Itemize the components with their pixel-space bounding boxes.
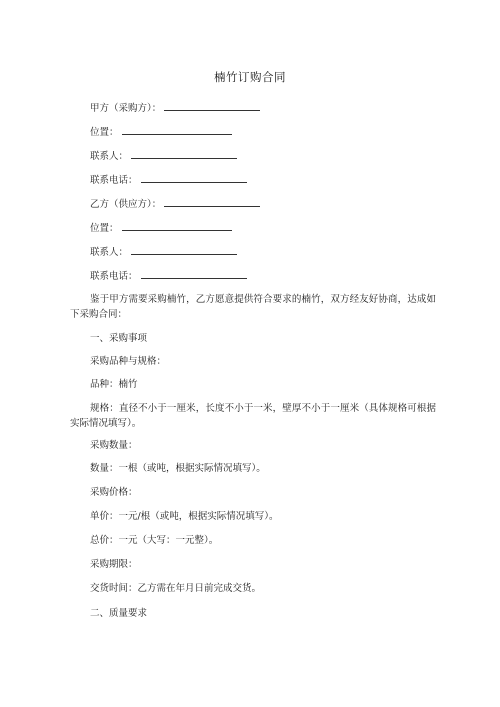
blank-line bbox=[131, 148, 237, 159]
field-label: 位置： bbox=[90, 127, 119, 138]
party-b-contact-field bbox=[90, 244, 237, 260]
period-heading: 采购期限： bbox=[90, 559, 138, 570]
party-a-location-field bbox=[90, 124, 232, 140]
blank-line bbox=[122, 124, 232, 135]
blank-line bbox=[164, 100, 260, 111]
variety-line: 品种：楠竹 bbox=[90, 379, 138, 390]
party-a-field bbox=[90, 100, 260, 116]
field-label: 联系电话： bbox=[90, 271, 138, 282]
delivery-line: 交货时间：乙方需在年月日前完成交货。 bbox=[90, 583, 262, 594]
total-price-line: 总价：一元（大写：一元整）。 bbox=[90, 535, 219, 546]
blank-line bbox=[164, 196, 260, 207]
party-a-contact-field bbox=[90, 148, 237, 164]
quantity-line: 数量：一根（或吨，根据实际情况填写）。 bbox=[90, 463, 266, 474]
party-a-phone-field bbox=[90, 172, 247, 188]
section-heading: 二、质量要求 bbox=[90, 608, 148, 619]
price-heading: 采购价格： bbox=[90, 487, 138, 498]
party-b-location-field bbox=[90, 220, 232, 236]
unit-price-line: 单价：一元/根（或吨，根据实际情况填写）。 bbox=[90, 511, 279, 522]
document-title: 楠竹订购合同 bbox=[214, 70, 286, 84]
intro-paragraph: 鉴于甲方需要采购楠竹，乙方愿意提供符合要求的楠竹，双方经友好协商，达成如下采购合同： bbox=[70, 294, 436, 320]
blank-line bbox=[122, 220, 232, 231]
field-label: 联系人： bbox=[90, 151, 129, 162]
field-label: 乙方（供应方）： bbox=[90, 199, 162, 210]
party-b-field bbox=[90, 196, 260, 212]
blank-line bbox=[141, 268, 247, 279]
field-label: 甲方（采购方）： bbox=[90, 103, 162, 114]
field-label: 位置： bbox=[90, 223, 119, 234]
party-b-phone-field bbox=[90, 268, 247, 284]
spec-heading: 采购品种与规格： bbox=[90, 356, 167, 367]
spec-paragraph: 规格：直径不小于一厘米，长度不小于一米，壁厚不小于一厘米（具体规格可根据实际情况填写）。 bbox=[70, 403, 436, 429]
field-label: 联系人： bbox=[90, 247, 129, 258]
field-label: 联系电话： bbox=[90, 175, 138, 186]
quantity-heading: 采购数量： bbox=[90, 440, 138, 451]
section-heading: 一、采购事项 bbox=[90, 333, 148, 344]
blank-line bbox=[131, 244, 237, 255]
blank-line bbox=[141, 172, 247, 183]
